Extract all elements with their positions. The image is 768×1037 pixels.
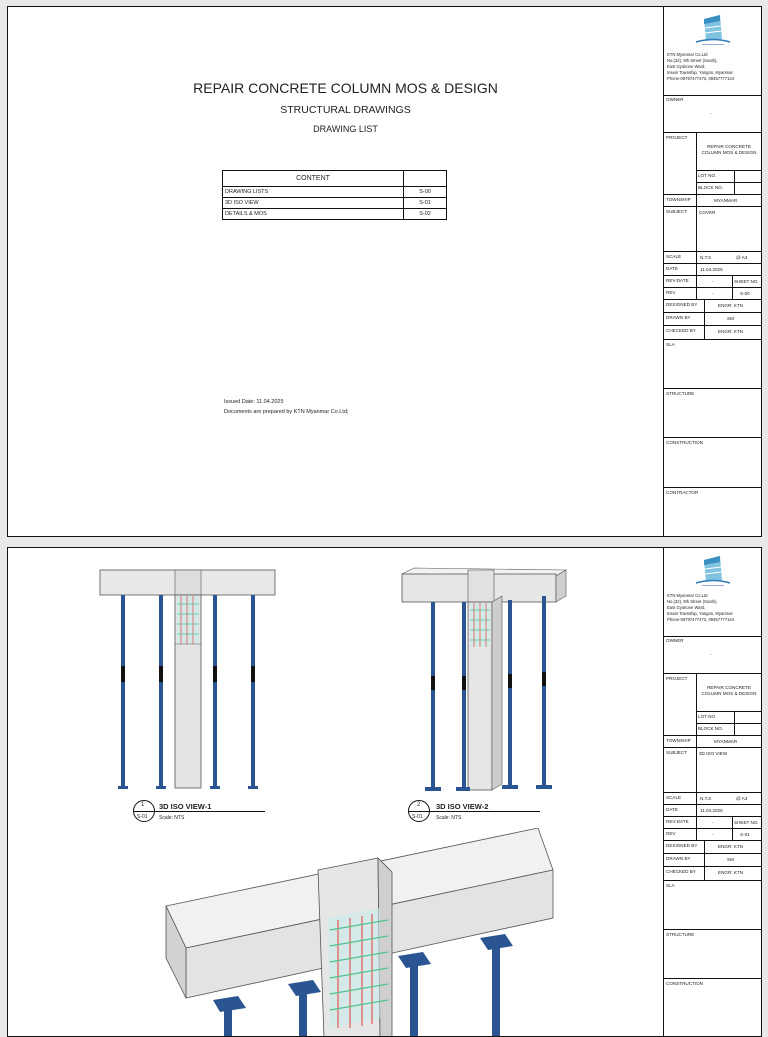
contractor-label: CONTRACTOR: [666, 490, 699, 495]
construction-cell: [664, 438, 761, 488]
revdate-cell: [664, 276, 761, 288]
row-name: DRAWING LISTS: [223, 187, 404, 198]
block-label: BLOCK NO.: [698, 185, 724, 190]
address-line: Insein Township, Yangon, Myanmar: [667, 70, 733, 75]
row-name: DETAILS & MOS: [223, 209, 404, 220]
table-row: [223, 187, 447, 198]
row-sheet: S-01: [404, 198, 447, 209]
sla-cell: [664, 340, 761, 389]
address-line: East Gyokone Ward,: [667, 605, 706, 610]
scale-label: SCALE: [666, 795, 682, 800]
drawing-list-heading: DRAWING LIST: [313, 124, 378, 134]
sheetno-label: SHEET NO.: [734, 279, 759, 284]
subject-cell: [664, 748, 761, 793]
rev-label: REV: [666, 290, 676, 295]
drawing-sheet-3d-iso: [7, 547, 762, 1037]
project-value: REPAIR CONCRETE COLUMN MOS & DESIGN: [701, 144, 757, 155]
sheetno-label: SHEET NO.: [734, 820, 759, 825]
date-value: 11.04.2025: [700, 808, 723, 813]
sheet-number: S-01: [740, 832, 750, 837]
drawn-label: DRAWN BY: [666, 856, 691, 861]
view1-ref: S-01: [137, 814, 148, 820]
owner-cell: [664, 95, 761, 133]
phone-line: Phone-09797477473, 09457777144: [667, 76, 735, 81]
checked-label: CHECKED BY: [666, 869, 696, 874]
paper-size: @ A3: [736, 796, 748, 801]
revdate-cell: [664, 817, 761, 829]
project-cell: [664, 133, 761, 195]
logo-area: [664, 548, 761, 637]
structure-cell: [664, 389, 761, 438]
address-line: Insein Township, Yangon, Myanmar: [667, 611, 733, 616]
sla-cell: [664, 881, 761, 930]
date-label: DATE: [666, 807, 678, 812]
subject-label: SUBJECT: [666, 209, 687, 214]
project-cell: [664, 674, 761, 736]
checked-cell: [664, 326, 761, 340]
drawn-cell: [664, 854, 761, 867]
drawing-sheet-cover: [7, 6, 762, 537]
table-header-row: [223, 171, 447, 187]
content-header: CONTENT: [223, 171, 404, 187]
address-line: East Gyokone Ward,: [667, 64, 706, 69]
designed-label: DESIGNED BY: [666, 843, 698, 848]
address-line: No.(32), 9th Street (South),: [667, 599, 718, 604]
drawing-title: REPAIR CONCRETE COLUMN MOS & DESIGN: [193, 80, 498, 96]
address-line: No.(32), 9th Street (South),: [667, 58, 718, 63]
drawn-value: SM: [727, 316, 734, 321]
drawn-cell: [664, 313, 761, 326]
rev-label: REV: [666, 831, 676, 836]
block-label: BLOCK NO.: [698, 726, 724, 731]
sla-label: SLA: [666, 342, 675, 347]
revdate-value: -: [712, 820, 714, 825]
iso-view-3-drawing: [158, 828, 558, 1037]
contractor-cell: [664, 488, 761, 537]
view2-ref: S-01: [412, 814, 423, 820]
rev-value: -: [712, 832, 714, 837]
designed-value: ENGR: KTN: [718, 844, 744, 849]
scale-cell: [664, 252, 761, 264]
row-sheet: S-00: [404, 187, 447, 198]
checked-cell: [664, 867, 761, 881]
owner-value: -: [710, 652, 712, 657]
township-cell: [664, 195, 761, 207]
revdate-label: REV-DATE: [666, 278, 689, 283]
logo-area: [664, 7, 761, 96]
construction-label: CONSTRUCTION: [666, 981, 704, 986]
drawing-subtitle: STRUCTURAL DRAWINGS: [280, 104, 411, 116]
subject-cell: [664, 207, 761, 252]
company-logo-icon: [694, 15, 732, 47]
designed-cell: [664, 841, 761, 854]
owner-value: -: [710, 111, 712, 116]
rev-value: -: [712, 291, 714, 296]
iso-view-2-drawing: [398, 566, 568, 796]
designed-cell: [664, 300, 761, 313]
township-value: MYANMAR: [714, 198, 738, 203]
revdate-label: REV-DATE: [666, 819, 689, 824]
iso-view-1-drawing: [93, 566, 283, 796]
scale-cell: [664, 793, 761, 805]
drawing-list-table: [222, 170, 447, 220]
subject-value: COVER: [699, 210, 716, 215]
subject-label: SUBJECT: [666, 750, 687, 755]
issued-date: Issued Date: 11.04.2025: [224, 399, 284, 405]
checked-value: ENGR: KTN: [718, 329, 744, 334]
township-label: TOWNSHIP: [666, 738, 691, 743]
company-address: [667, 52, 734, 82]
date-cell: [664, 264, 761, 276]
table-row: [223, 198, 447, 209]
scale-label: SCALE: [666, 254, 682, 259]
row-name: 3D ISO VIEW: [223, 198, 404, 209]
view1-title: 3D ISO VIEW-1: [159, 802, 212, 811]
owner-label: OWNER: [666, 638, 684, 643]
view2-number: 2: [417, 802, 421, 808]
view2-scale: Scale: NTS: [436, 815, 462, 821]
structure-cell: [664, 930, 761, 979]
date-label: DATE: [666, 266, 678, 271]
revdate-value: -: [712, 279, 714, 284]
designed-label: DESIGNED BY: [666, 302, 698, 307]
structure-label: STRUCTURE: [666, 932, 695, 937]
view1-scale: Scale: NTS: [159, 815, 185, 821]
lot-label: LOT NO.: [698, 173, 717, 178]
row-sheet: S-02: [404, 209, 447, 220]
owner-cell: [664, 636, 761, 674]
prepared-by: Documents are prepared by KTN Myanmar Co.Ltd;: [224, 409, 349, 415]
checked-label: CHECKED BY: [666, 328, 696, 333]
project-label: PROJECT: [666, 135, 688, 140]
view1-number: 1: [141, 802, 145, 808]
phone-line: Phone-09797477473, 09457777144: [667, 617, 735, 622]
construction-cell: [664, 979, 761, 1037]
township-cell: [664, 736, 761, 748]
title-block: [663, 548, 761, 1036]
title-block: [663, 7, 761, 536]
drawn-label: DRAWN BY: [666, 315, 691, 320]
company-name: KTN Myanmar Co.Ltd: [667, 593, 708, 598]
paper-size: @ A3: [736, 255, 748, 260]
township-value: MYANMAR: [714, 739, 738, 744]
designed-value: ENGR: KTN: [718, 303, 744, 308]
project-value: REPAIR CONCRETE COLUMN MOS & DESIGN: [701, 685, 757, 696]
view2-title: 3D ISO VIEW-2: [436, 802, 489, 811]
company-name: KTN Myanmar Co.Ltd: [667, 52, 708, 57]
rev-cell: [664, 829, 761, 841]
date-value: 11.04.2025: [700, 267, 723, 272]
sheet-main-area: [8, 7, 663, 536]
owner-label: OWNER: [666, 97, 684, 102]
checked-value: ENGR: KTN: [718, 870, 744, 875]
date-cell: [664, 805, 761, 817]
sheet-main-area: [8, 548, 663, 1036]
rev-cell: [664, 288, 761, 300]
project-label: PROJECT: [666, 676, 688, 681]
structure-label: STRUCTURE: [666, 391, 695, 396]
construction-label: CONSTRUCTION: [666, 440, 704, 445]
company-address: [667, 593, 734, 623]
company-logo-icon: [694, 556, 732, 588]
table-row: [223, 209, 447, 220]
scale-value: N.T.S: [700, 796, 712, 801]
scale-value: N.T.S: [700, 255, 712, 260]
township-label: TOWNSHIP: [666, 197, 691, 202]
sla-label: SLA: [666, 883, 675, 888]
subject-value: 3D ISO VIEW: [699, 751, 728, 756]
sheet-number: S-00: [740, 291, 750, 296]
drawn-value: SM: [727, 857, 734, 862]
lot-label: LOT NO.: [698, 714, 717, 719]
